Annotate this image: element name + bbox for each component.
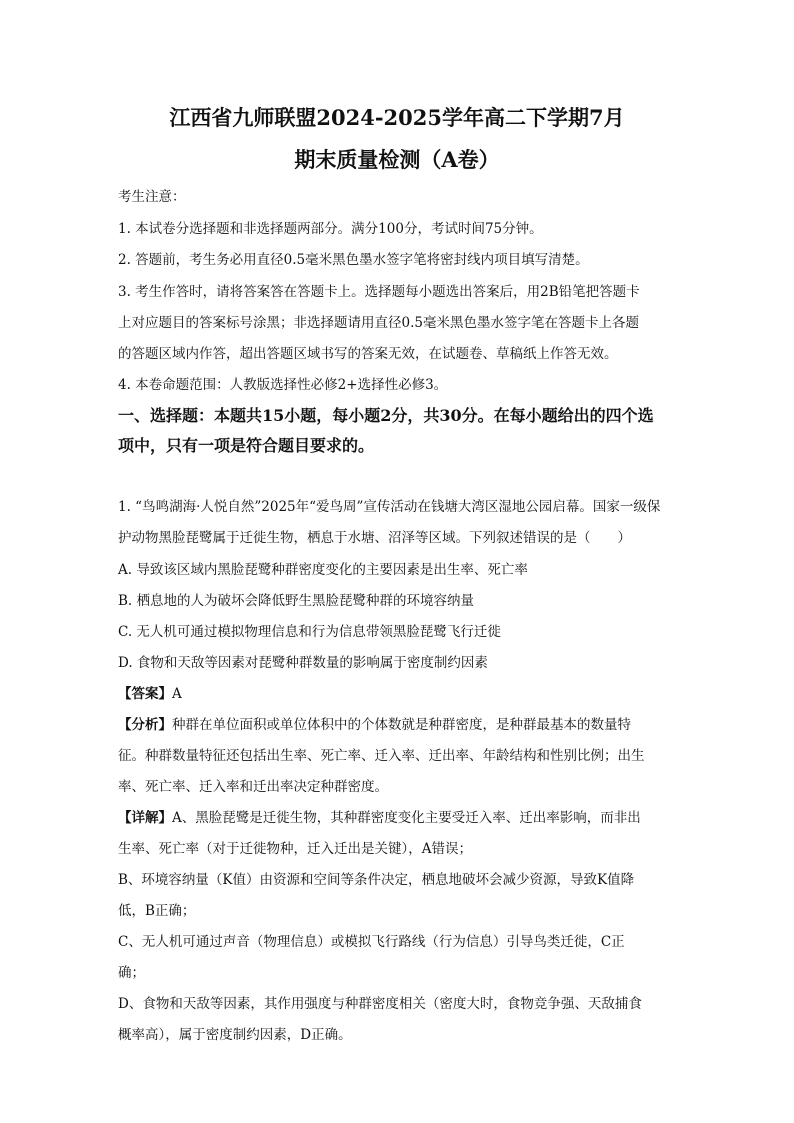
detail-line2: 生率、死亡率（对于迁徙物种，迁入迁出是关键），A错误； [118,841,472,857]
analysis-tag: 【分析】 [118,717,172,733]
notice-item-4: 4. 本卷命题范围：人教版选择性必修2+选择性必修3。 [118,377,448,393]
document-title-line2: 期末质量检测（A卷） [294,147,500,172]
detail-line7: D、食物和天敌等因素，其作用强度与种群密度相关（密度大时，食物竞争强、天敌捕食 [118,996,642,1012]
notice-item-3-cont-2: 的答题区域内作答，超出答题区域书写的答案无效，在试题卷、草稿纸上作答无效。 [118,346,618,362]
analysis-line2: 征。种群数量特征还包括出生率、死亡率、迁入率、迁出率、年龄结构和性别比例；出生 [118,748,645,764]
section-heading-line1: 一、选择题：本题共15小题，每小题2分，共30分。在每小题给出的四个选 [118,406,654,425]
detail-line1 [118,808,641,828]
answer-value: A [172,686,182,702]
analysis-line3: 率、死亡率、迁入率和迁出率决定种群密度。 [118,779,388,795]
answer-line [118,684,182,704]
option-c: C. 无人机可通过模拟物理信息和行为信息带领黑脸琵鹭飞行迁徙 [118,624,501,640]
document-title-line1: 江西省九师联盟2024-2025学年高二下学期7月 [169,105,625,130]
question-stem-line1: 1. “鸟鸣湖海·人悦自然”2025年“爱鸟周”宣传活动在钱塘大湾区湿地公园启幕。国家一级保 [118,499,661,515]
option-b: B. 栖息地的人为破坏会降低野生黑脸琵鹭种群的环境容纳量 [118,593,475,609]
analysis-line1 [118,715,631,735]
detail-text-1: A、黑脸琵鹭是迁徙生物，其种群密度变化主要受迁入率、迁出率影响，而非出 [172,810,641,826]
detail-line6: 确； [118,965,145,981]
detail-line3: B、环境容纳量（K值）由资源和空间等条件决定，栖息地破坏会减少资源，导致K值降 [118,872,635,888]
notice-item-2: 2. 答题前，考生务必用直径0.5毫米黑色墨水签字笔将密封线内项目填写清楚。 [118,252,589,268]
section-heading-line2: 项中，只有一项是符合题目要求的。 [118,436,375,455]
detail-line4: 低，B正确； [118,903,196,919]
notice-heading: 考生注意： [118,189,186,205]
notice-item-3-cont-1: 上对应题目的答案标号涂黑；非选择题请用直径0.5毫米黑色墨水签字笔在答题卡上各题 [118,315,639,331]
detail-tag: 【详解】 [118,810,172,826]
notice-item-3: 3. 考生作答时，请将答案答在答题卡上。选择题每小题选出答案后，用2B铅笔把答题卡 [118,284,640,300]
detail-line8: 概率高），属于密度制约因素，D正确。 [118,1027,352,1043]
option-d: D. 食物和天敌等因素对琵鹭种群数量的影响属于密度制约因素 [118,655,488,671]
question-stem-line2: 护动物黑脸琵鹭属于迁徙生物，栖息于水塘、沼泽等区域。下列叙述错误的是（ ） [118,530,631,546]
detail-line5: C、无人机可通过声音（物理信息）或模拟飞行路线（行为信息）引导鸟类迁徙，C正 [118,934,625,950]
option-a: A. 导致该区域内黑脸琵鹭种群密度变化的主要因素是出生率、死亡率 [118,562,528,578]
analysis-text-1: 种群在单位面积或单位体积中的个体数就是种群密度，是种群最基本的数量特 [172,717,631,733]
notice-item-1: 1. 本试卷分选择题和非选择题两部分。满分100分，考试时间75分钟。 [118,221,543,237]
answer-tag: 【答案】 [118,686,172,702]
